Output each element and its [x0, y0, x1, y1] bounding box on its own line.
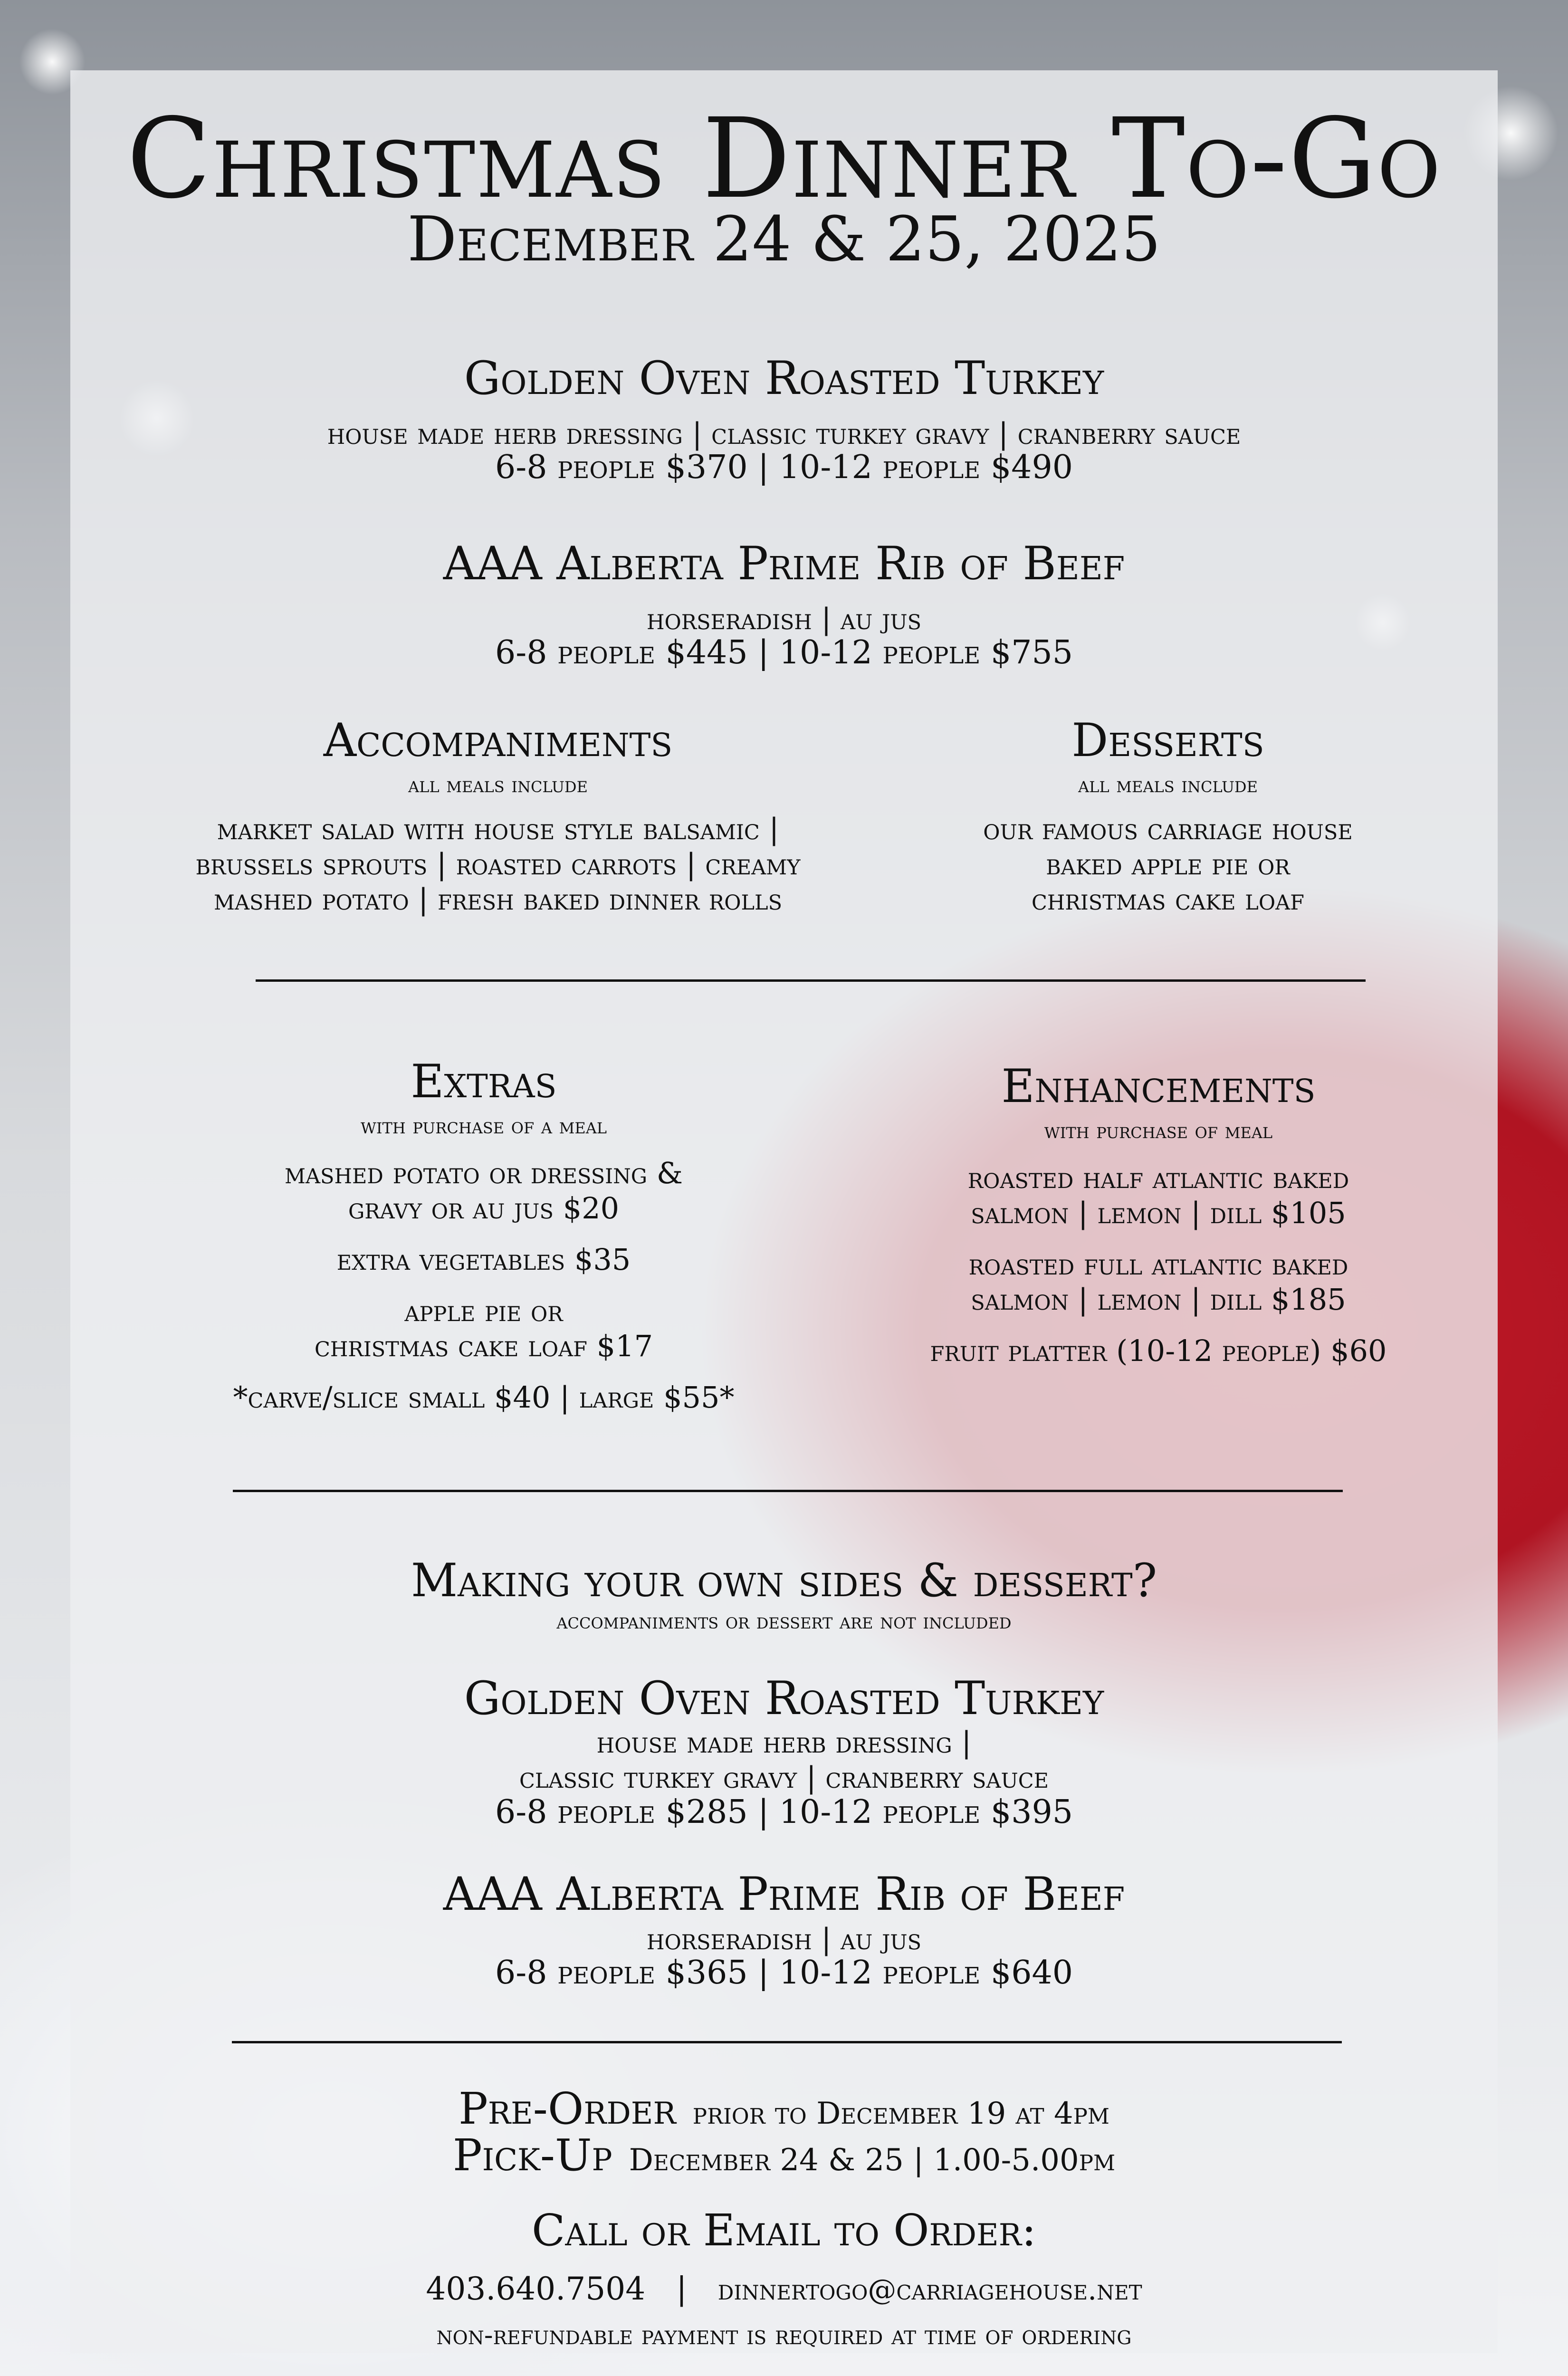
desserts-heading: Desserts — [1071, 714, 1264, 767]
enhancements-item — [850, 1160, 1467, 1231]
pickup-label: Pick-Up — [452, 2130, 612, 2181]
event-date: December 24 & 25, 2025 — [407, 203, 1161, 275]
turkey-description: house made herb dressing | classic turkey gravy | cranberry sauce — [327, 416, 1241, 451]
extras-item — [118, 1293, 850, 1364]
extras-item — [118, 1380, 850, 1415]
extras-item — [118, 1156, 850, 1226]
accompaniments-heading: Accompaniments — [323, 714, 673, 767]
menu-panel — [70, 70, 1498, 2353]
contact-separator: | — [676, 2271, 687, 2307]
desserts-section — [888, 714, 1448, 917]
enhancements-item-line: salmon | lemon | dill $105 — [971, 1196, 1346, 1230]
own-sides-turkey-title: Golden Oven Roasted Turkey — [464, 1672, 1104, 1725]
prime-rib-title: AAA Alberta Prime Rib of Beef — [443, 537, 1125, 590]
extras-item-line: gravy or au jus $20 — [348, 1191, 620, 1226]
own-sides-turkey-description: classic turkey gravy | cranberry sauce — [519, 1760, 1049, 1795]
preorder-label: Pre-Order — [458, 2083, 676, 2134]
desserts-line: our famous carriage house — [983, 812, 1353, 846]
enhancements-item-line: salmon | lemon | dill $185 — [971, 1282, 1346, 1317]
prime-rib-description: horseradish | au jus — [646, 602, 922, 636]
order-email-link[interactable]: dinnertogo@carriagehouse.net — [717, 2273, 1142, 2307]
enhancements-item — [850, 1247, 1467, 1317]
prime-rib-prices: 6-8 people $445 | 10-12 people $755 — [495, 634, 1073, 671]
own-sides-prime-rib-title: AAA Alberta Prime Rib of Beef — [443, 1868, 1125, 1921]
extras-item-line: mashed potato or dressing & — [284, 1156, 683, 1190]
extras-note: with purchase of a meal — [360, 1113, 607, 1139]
enhancements-note: with purchase of meal — [1044, 1118, 1273, 1143]
accompaniments-note: all meals include — [408, 772, 588, 797]
extras-item-line: *carve/slice small $40 | large $55* — [233, 1380, 735, 1415]
enhancements-item-line: roasted full atlantic baked — [968, 1247, 1348, 1282]
enhancements-item-line: roasted half atlantic baked — [967, 1160, 1349, 1195]
own-sides-prime-rib-prices: 6-8 people $365 | 10-12 people $640 — [495, 1954, 1073, 1992]
extras-item-line: christmas cake loaf $17 — [314, 1329, 653, 1363]
extras-heading: Extras — [411, 1055, 557, 1108]
section-divider — [256, 979, 1366, 982]
own-sides-turkey-prices: 6-8 people $285 | 10-12 people $395 — [495, 1793, 1073, 1831]
section-divider — [233, 1490, 1343, 1492]
call-to-order-heading: Call or Email to Order: — [532, 2205, 1036, 2256]
enhancements-section — [850, 1060, 1467, 1369]
turkey-title: Golden Oven Roasted Turkey — [464, 352, 1104, 405]
desserts-note: all meals include — [1078, 772, 1258, 797]
accompaniments-line: brussels sprouts | roasted carrots | creamy — [195, 847, 801, 881]
payment-note: non-refundable payment is required at time of ordering — [436, 2320, 1132, 2351]
enhancements-item-line: fruit platter (10-12 people) $60 — [930, 1333, 1387, 1368]
accompaniments-section — [108, 714, 888, 917]
preorder-text: prior to December 19 at 4pm — [692, 2096, 1110, 2131]
accompaniments-line: mashed potato | fresh baked dinner rolls — [213, 882, 783, 917]
desserts-line: christmas cake loaf — [1031, 882, 1305, 917]
own-sides-turkey-description: house made herb dressing | — [596, 1725, 972, 1760]
preorder-line — [70, 2083, 1498, 2134]
extras-item-line: extra vegetables $35 — [336, 1242, 631, 1277]
own-sides-heading: Making your own sides & dessert? — [411, 1554, 1157, 1607]
accompaniments-line: market salad with house style balsamic | — [217, 812, 779, 846]
desserts-line: baked apple pie or — [1046, 847, 1290, 881]
extras-section — [118, 1055, 850, 1415]
page-title: Christmas Dinner To-Go — [126, 95, 1442, 223]
pickup-line — [70, 2130, 1498, 2181]
enhancements-heading: Enhancements — [1001, 1060, 1316, 1113]
own-sides-prime-rib-description: horseradish | au jus — [646, 1922, 922, 1956]
section-divider — [232, 2041, 1342, 2043]
enhancements-item — [850, 1333, 1467, 1369]
contact-line — [70, 2272, 1498, 2308]
extras-item-line: apple pie or — [404, 1293, 563, 1328]
turkey-prices: 6-8 people $370 | 10-12 people $490 — [495, 449, 1073, 486]
phone-number[interactable]: 403.640.7504 — [426, 2271, 646, 2307]
extras-item — [118, 1242, 850, 1277]
pickup-text: December 24 & 25 | 1.00-5.00pm — [629, 2143, 1116, 2178]
own-sides-note: accompaniments or dessert are not included — [556, 1608, 1012, 1634]
